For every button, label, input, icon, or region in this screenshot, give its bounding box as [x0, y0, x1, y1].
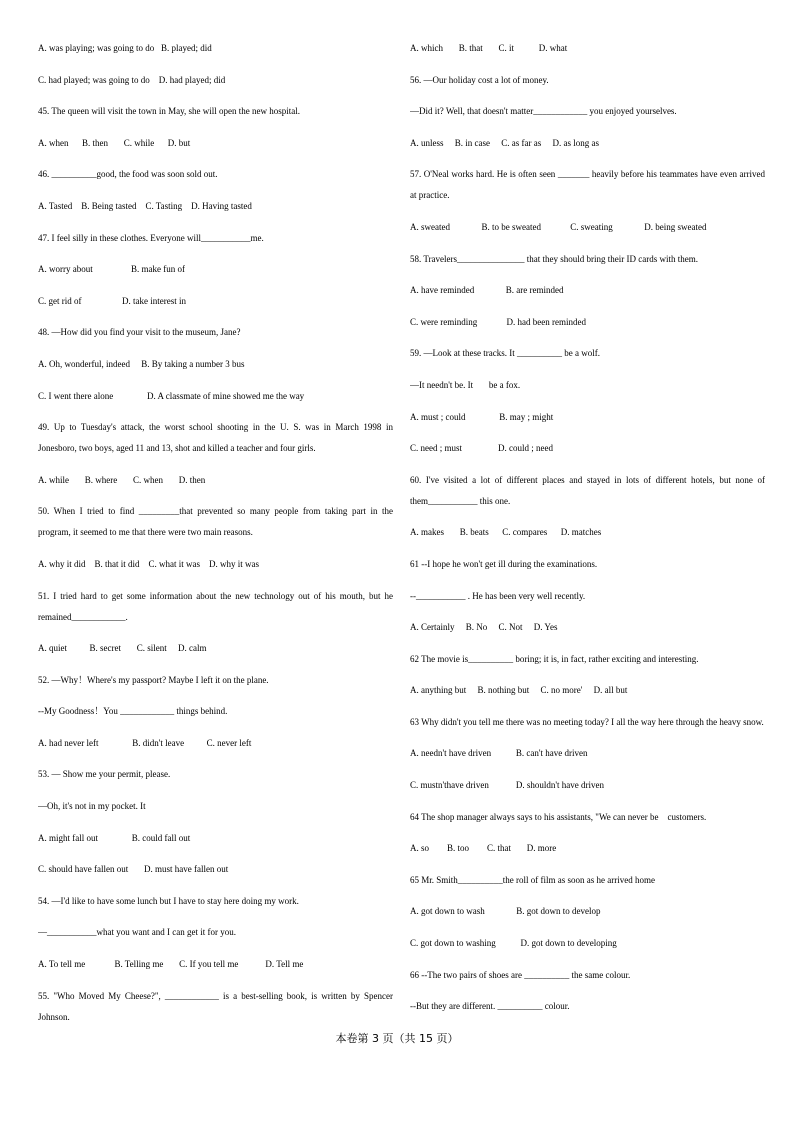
question-line: A. To tell me B. Telling me C. If you tell me D. Tell me: [38, 959, 304, 970]
question-line: 59. —Look at these tracks. It __________ be a wolf.: [410, 348, 600, 359]
question-line: A. which B. that C. it D. what: [410, 43, 568, 53]
question-line: A. why it did B. that it did C. what it was D. why it was: [38, 558, 259, 569]
question-line: 48. —How did you find your visit to the museum, Jane?: [38, 327, 241, 338]
question-line: C. get rid of D. take interest in: [38, 295, 186, 306]
question-line: —It needn't be. It be a fox.: [410, 379, 521, 390]
question-line: A. Tasted B. Being tasted C. Tasting D. Having tasted: [38, 200, 252, 211]
question-line: A. Certainly B. No C. Not D. Yes: [410, 622, 558, 633]
question-line: A. anything but B. nothing but C. no more' D. all but: [410, 685, 628, 696]
question-line: A. unless B. in case C. as far as D. as long as: [410, 137, 599, 148]
question-line: 62 The movie is__________ boring; it is, in fact, rather exciting and interesting.: [410, 653, 699, 664]
left-column: [38, 38, 393, 1038]
question-line: C. need ; must D. could ; need: [410, 443, 553, 454]
question-line: 64 The shop manager always says to his assistants, "We can never be customers.: [410, 811, 707, 822]
question-line: A. needn't have driven B. can't have driven: [410, 748, 588, 759]
question-line: 51. I tried hard to get some information about the new technology out of his mouth, but he remained____________.: [38, 590, 393, 622]
question-line: A. worry about B. make fun of: [38, 264, 185, 275]
question-line: 45. The queen will visit the town in May, she will open the new hospital.: [38, 106, 300, 117]
question-line: A. might fall out B. could fall out: [38, 832, 191, 843]
question-line: A. Oh, wonderful, indeed B. By taking a number 3 bus: [38, 358, 245, 369]
question-line: 61 --I hope he won't get ill during the examinations.: [410, 558, 598, 569]
question-line: A. had never left B. didn't leave C. never left: [38, 737, 252, 748]
question-line: A. so B. too C. that D. more: [410, 843, 557, 854]
question-line: A. must ; could B. may ; might: [410, 411, 554, 422]
question-line: 54. —I'd like to have some lunch but I have to stay here doing my work.: [38, 895, 299, 906]
question-line: 47. I feel silly in these clothes. Everyone will___________me.: [38, 232, 264, 243]
question-line: A. when B. then C. while D. but: [38, 137, 191, 148]
question-line: A. got down to wash B. got down to develop: [410, 906, 601, 917]
question-line: 60. I've visited a lot of different places and stayed in lots of different hotels, but none of them___________ this one.: [410, 474, 765, 506]
question-line: C. were reminding D. had been reminded: [410, 316, 586, 327]
question-line: 46. __________good, the food was soon sold out.: [38, 169, 218, 180]
question-line: —___________what you want and I can get it for you.: [38, 927, 236, 938]
question-line: 63 Why didn't you tell me there was no meeting today? I all the way here through the heavy snow.: [410, 716, 764, 727]
right-column: [410, 38, 765, 1028]
question-line: --___________ . He has been very well recently.: [410, 590, 586, 601]
question-line: --But they are different. __________ colour.: [410, 1001, 570, 1012]
question-line: 55. "Who Moved My Cheese?", ____________ is a best-selling book, is written by Spencer Johnson.: [38, 990, 393, 1022]
question-line: A. have reminded B. are reminded: [410, 285, 564, 296]
question-line: 49. Up to Tuesday's attack, the worst school shooting in the U. S. was in March 1998 in Jonesboro, two boys, aged 11 and 13, shot and killed a teacher and four girls.: [38, 422, 393, 454]
question-line: A. while B. where C. when D. then: [38, 474, 206, 485]
question-line: —Did it? Well, that doesn't matter____________ you enjoyed yourselves.: [410, 106, 677, 117]
question-line: 66 --The two pairs of shoes are __________ the same colour.: [410, 969, 631, 980]
question-line: 57. O'Neal works hard. He is often seen _______ heavily before his teammates have even arrived at practice.: [410, 169, 765, 201]
question-line: 65 Mr. Smith__________the roll of film as soon as he arrived home: [410, 874, 655, 885]
question-line: 52. —Why！Where's my passport? Maybe I left it on the plane.: [38, 674, 269, 685]
question-line: 58. Travelers_______________ that they should bring their ID cards with them.: [410, 253, 698, 264]
question-line: 53. — Show me your permit, please.: [38, 769, 171, 780]
question-line: A. sweated B. to be sweated C. sweating D. being sweated: [410, 221, 707, 232]
question-line: C. got down to washing D. got down to developing: [410, 938, 617, 949]
question-line: —Oh, it's not in my pocket. It: [38, 801, 146, 812]
question-line: A. quiet B. secret C. silent D. calm: [38, 643, 207, 654]
question-line: 50. When I tried to find _________that prevented so many people from taking part in the program, it seemed to me that there were two main reasons.: [38, 506, 393, 538]
question-line: A. makes B. beats C. compares D. matches: [410, 527, 602, 538]
question-line: C. mustn'thave driven D. shouldn't have driven: [410, 780, 604, 791]
question-line: C. had played; was going to do D. had played; did: [38, 74, 226, 85]
question-line: --My Goodness！You ____________ things behind.: [38, 706, 228, 717]
question-line: A. was playing; was going to do B. played; did: [38, 43, 212, 53]
question-line: C. I went there alone D. A classmate of mine showed me the way: [38, 390, 305, 401]
question-line: 56. —Our holiday cost a lot of money.: [410, 74, 549, 85]
question-line: C. should have fallen out D. must have fallen out: [38, 864, 229, 875]
page-footer: 本卷第 3 页（共 15 页）: [335, 1032, 459, 1045]
